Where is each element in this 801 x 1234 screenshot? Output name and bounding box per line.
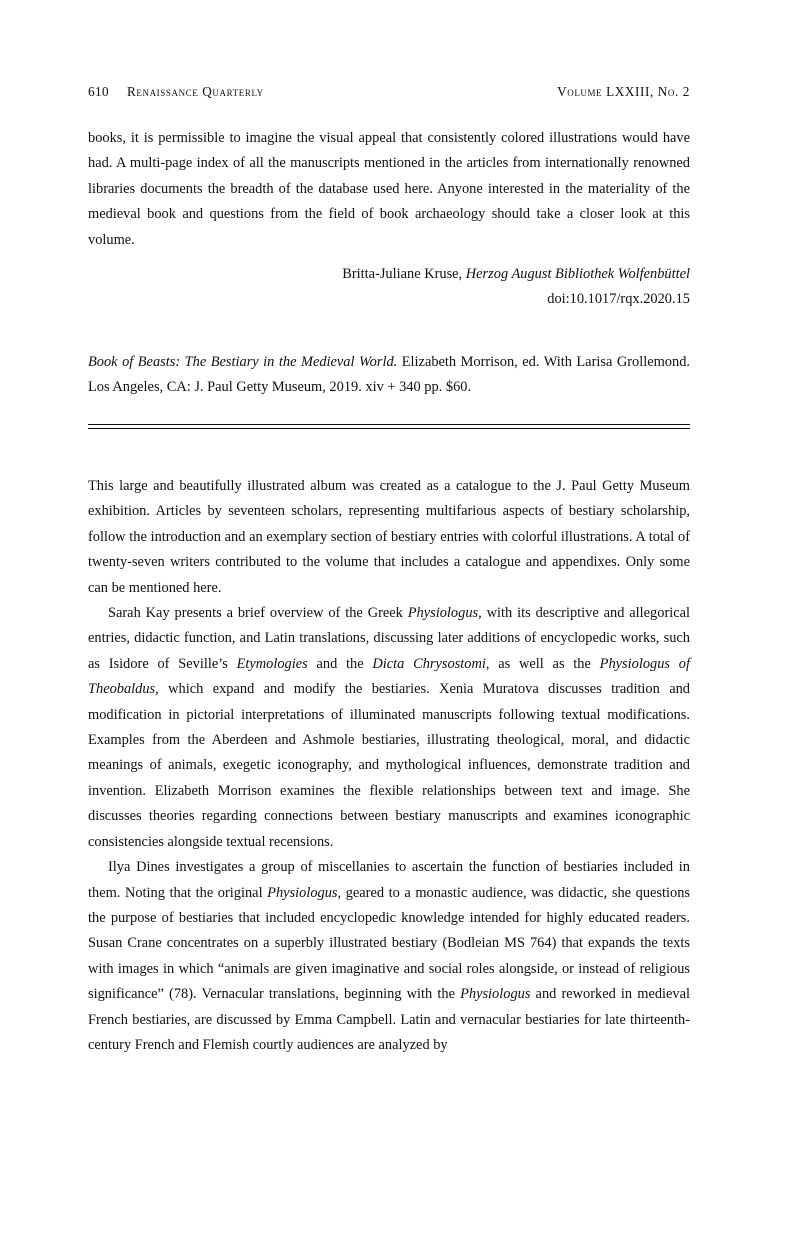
page-number: 610 bbox=[88, 84, 109, 99]
running-head bbox=[88, 84, 690, 100]
rule-thick bbox=[88, 424, 690, 425]
running-head-left bbox=[88, 84, 264, 100]
review-title: Book of Beasts: The Bestiary in the Medieval World. bbox=[88, 354, 398, 370]
volume-issue: Volume LXXIII, No. 2 bbox=[557, 84, 690, 99]
double-rule bbox=[88, 424, 690, 429]
paragraph-1: This large and beautifully illustrated album was created as a catalogue to the J. Paul Getty Museum exhibition. Articles by seventeen scholars, representing multifarious aspects of bestiary scholarship, follow the introduction and an exemplary section of bestiary entries with colorful illustrations. A total of twenty-seven writers contributed to the volume that includes a catalogue and appendixes. Only some can be mentioned here. bbox=[88, 478, 690, 596]
review-body bbox=[88, 474, 690, 1058]
doi: doi:10.1017/rqx.2020.15 bbox=[547, 291, 690, 308]
previous-review-signoff bbox=[88, 262, 690, 313]
reviewer-affiliation: Herzog August Bibliothek Wolfenbüttel bbox=[465, 266, 690, 282]
paragraph-3: Ilya Dines investigates a group of miscellanies to ascertain the function of bestiaries included in them. Noting that the original Physiologus, geared to a monastic audience, was didactic, she questions the purpose of bestiaries that included encyclopedic knowledge intended for highly educated readers. Susan Crane concentrates on a superbly illustrated bestiary (Bodleian MS 764) that expands the texts with images in which “animals are given imaginative and social roles alongside, or instead of religious significance” (78). Vernacular translations, beginning with the Physiologus and reworked in medieval French bestiaries, are discussed by Emma Campbell. Latin and vernacular bestiaries for late thirteenth-century French and Flemish courtly audiences are analyzed by bbox=[88, 859, 690, 1053]
review-byline: Elizabeth Morrison, ed. With Larisa Grollemond. Los Angeles, CA: J. Paul Getty Museum, 2019. xiv + 340 pp. $60. bbox=[88, 354, 690, 396]
review-heading bbox=[88, 350, 690, 401]
rule-thin bbox=[88, 428, 690, 429]
journal-title: Renaissance Quarterly bbox=[126, 84, 264, 99]
paragraph-2: Sarah Kay presents a brief overview of the Greek Physiologus, with its descriptive and allegorical entries, didactic function, and Latin translations, discussing later additions of encyclopedic works, such as Isidore of Seville’s Etymologies and the Dicta Chrysostomi, as well as the Physiologus of Theobaldus, which expand and modify the bestiaries. Xenia Muratova discusses tradition and modification in pictorial interpretations of illuminated manuscripts following textual modifications. Examples from the Aberdeen and Ashmole bestiaries, illustrating theological, moral, and didactic meanings of animals, exegetic iconography, and mythological influences, demonstrate tradition and invention. Elizabeth Morrison examines the flexible relationships between text and image. She discusses theories regarding connections between bestiary manuscripts and examines iconographic consistencies alongside textual recensions. bbox=[88, 605, 691, 850]
page bbox=[88, 0, 690, 1234]
reviewer-name: Britta-Juliane Kruse, bbox=[342, 266, 463, 282]
reviewer-line bbox=[88, 262, 690, 287]
previous-review-body bbox=[88, 126, 690, 253]
paragraph: books, it is permissible to imagine the visual appeal that consistently colored illustrations would have had. A multi-page index of all the manuscripts mentioned in the articles from internationally renowned libraries documents the breadth of the database used here. Anyone interested in the materiality of the medieval book and questions from the field of book archaeology should take a closer look at this volume. bbox=[88, 130, 690, 248]
